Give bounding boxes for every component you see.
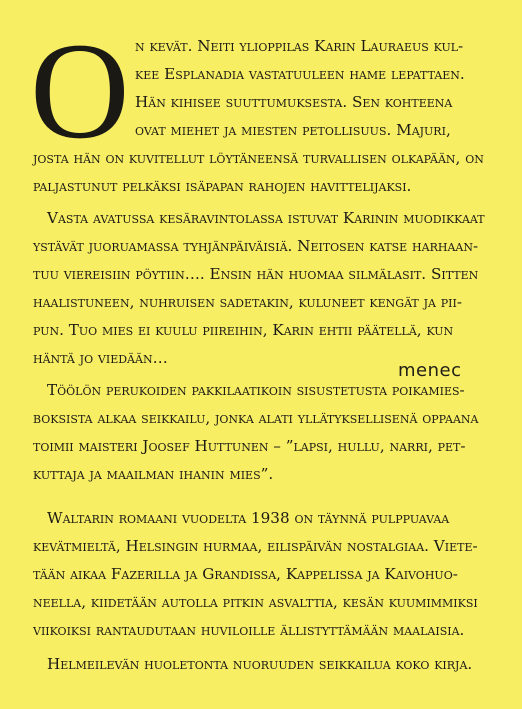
stamp-text: menec — [398, 360, 462, 381]
text-line: toimii maisteri Joosef Huttunen – ”lapsi, hullu, narri, pet- — [33, 437, 466, 455]
drop-cap: O — [30, 14, 130, 167]
text-line: pun. Tuo mies ei kuulu piireihin, Karin ehtii päätellä, kun — [33, 321, 454, 339]
text-line: neella, kiidetään autolla pitkin asvalttia, kesän kuumimmiksi — [33, 593, 478, 611]
text-line: Vasta avatussa kesäravintolassa istuvat Karinin muodikkaat — [47, 209, 485, 227]
text-line: Waltarin romaani vuodelta 1938 on täynnä pulppuavaa — [47, 509, 450, 527]
text-line: n kevät. Neiti ylioppilas Karin Lauraeus kul- — [135, 37, 464, 55]
text-line: tään aikaa Fazerilla ja Grandissa, Kappelissa ja Kaivohuo- — [33, 565, 458, 583]
text-line: kee Esplanadia vastatuuleen hame lepattaen. — [135, 65, 465, 83]
text-line: ovat miehet ja miesten petollisuus. Majuri, — [135, 121, 451, 139]
text-line: kuttaja ja maailman ihanin mies”. — [33, 465, 274, 483]
text-line: boksista alkaa seikkailu, jonka alati yllätyksellisenä oppaana — [33, 409, 479, 427]
text-line: haalistuneen, nuhruisen sadetakin, kuluneet kengät ja pii- — [33, 293, 462, 311]
text-line: tuu viereisiin pöytiin…. Ensin hän huomaa silmälasit. Sitten — [33, 265, 479, 283]
text-line: Helmeilevän huoletonta nuoruuden seikkailua koko kirja. — [47, 655, 473, 673]
text-line: josta hän on kuvitellut löytäneensä turvallisen olkapään, on — [33, 149, 484, 167]
text-line: viikoiksi rantaudutaan huviloille ällistyttämään maalaisia. — [33, 621, 465, 639]
text-line: Hän kihisee suuttumuksesta. Sen kohteena — [135, 93, 453, 111]
text-line: Töölön perukoiden pakkilaatikoin sisustetusta poikamies- — [47, 381, 465, 399]
text-line: häntä jo viedään… — [33, 349, 168, 367]
text-line: paljastunut pelkäksi isäpapan rahojen havittelijaksi. — [33, 177, 412, 195]
text-line: kevätmieltä, Helsingin hurmaa, eilispäivän nostalgiaa. Viete- — [33, 537, 478, 555]
text-line: ystävät juoruamassa tyhjänpäiväisiä. Neitosen katse harhaan- — [33, 237, 479, 255]
